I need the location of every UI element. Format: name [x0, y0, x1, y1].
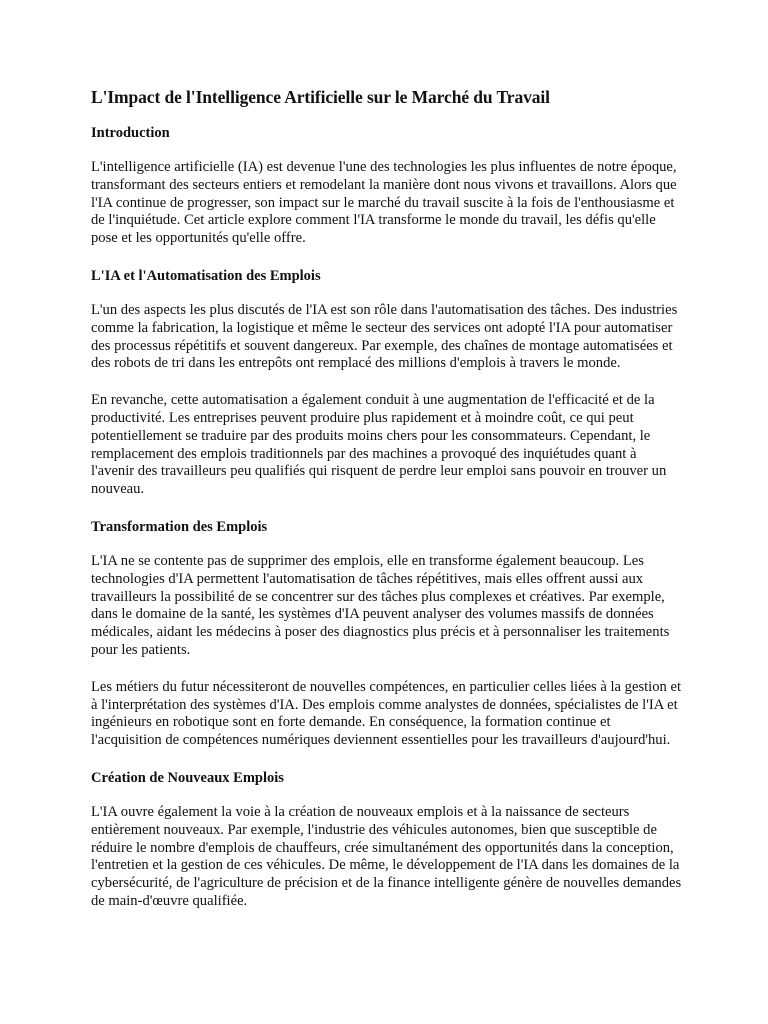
section-heading-transformation: Transformation des Emplois — [91, 518, 268, 535]
document-title: L'Impact de l'Intelligence Artificielle sur le Marché du Travail — [91, 87, 550, 107]
section-heading-introduction: Introduction — [91, 125, 170, 141]
paragraph: En revanche, cette automatisation a également conduit à une augmentation de l'efficacité et de la productivité. Les entreprises peuvent produire plus rapidement et à moindre coût, ce qui peut potentiellement se traduire par des produits moins chers pour les consommateurs. Cependant, le remplacement des emplois traditionnels par des machines a provoqué des inquiétudes quant à l'avenir des travailleurs peu qualifiés qui risquent de perdre leur emploi sans pouvoir en trouver un nouveau. — [91, 392, 667, 498]
section-heading-automatisation: L'IA et l'Automatisation des Emplois — [91, 267, 321, 284]
paragraph: Les métiers du futur nécessiteront de nouvelles compétences, en particulier celles liées à la gestion et à l'interprétation des systèmes d'IA. Des emplois comme analystes de données, spécialistes de l'IA et ingénieurs en robotique sont en forte demande. En conséquence, la formation continue et l'acquisition de compétences numériques deviennent essentielles pour les travailleurs d'aujourd'hui. — [91, 678, 682, 749]
section-heading-creation: Création de Nouveaux Emplois — [91, 769, 284, 786]
document-content — [91, 86, 683, 911]
paragraph: L'un des aspects les plus discutés de l'IA est son rôle dans l'automatisation des tâches. Des industries comme la fabrication, la logistique et même le secteur des services ont adopté l'IA pour automatiser des processus répétitifs et souvent dangereux. Par exemple, des chaînes de montage automatisées et des robots de tri dans les entrepôts ont remplacé des millions d'emplois à travers le monde. — [91, 301, 678, 372]
paragraph: L'IA ouvre également la voie à la création de nouveaux emplois et à la naissance de secteurs entièrement nouveaux. Par exemple, l'industrie des véhicules autonomes, bien que susceptible de réduire le nombre d'emplois de chauffeurs, crée simultanément des opportunités dans la conception, l'entretien et la gestion de ces véhicules. De même, le développement de l'IA dans les domaines de la cybersécurité, de l'agriculture de précision et de la finance intelligente génère de nouvelles demandes de main-d'œuvre qualifiée. — [91, 803, 682, 909]
paragraph: L'intelligence artificielle (IA) est devenue l'une des technologies les plus influentes de notre époque, transformant des secteurs entiers et remodelant la manière dont nous vivons et travaillons. Alors que l'IA continue de progresser, son impact sur le marché du travail suscite à la fois de l'enthousiasme et de l'inquiétude. Cet article explore comment l'IA transforme le monde du travail, les défis qu'elle pose et les opportunités qu'elle offre. — [91, 159, 677, 247]
paragraph: L'IA ne se contente pas de supprimer des emplois, elle en transforme également beaucoup. Les technologies d'IA permettent l'automatisation de tâches répétitives, mais elles offrent aussi aux travailleurs la possibilité de se concentrer sur des tâches plus complexes et créatives. Par exemple, dans le domaine de la santé, les systèmes d'IA peuvent analyser des volumes massifs de données médicales, aidant les médecins à poser des diagnostics plus précis et à personnaliser les traitements pour les patients. — [91, 552, 670, 658]
